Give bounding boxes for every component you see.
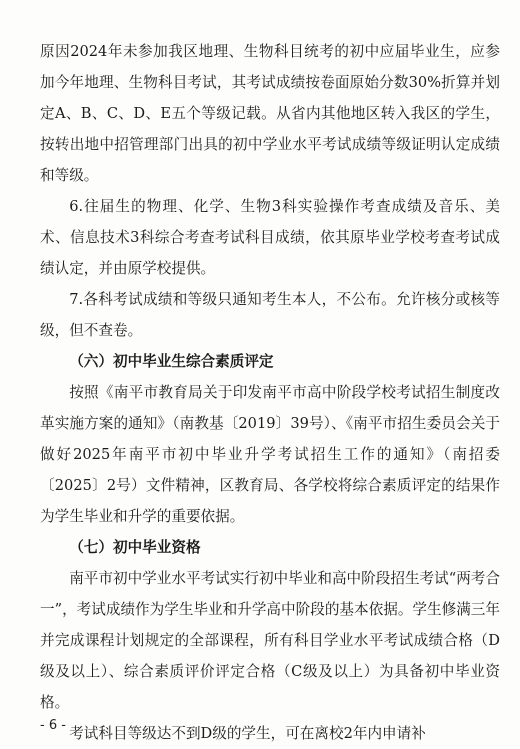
section-heading-6: （六）初中毕业生综合素质评定 xyxy=(69,353,274,370)
paragraph-graduation-qualification: 南平市初中学业水平考试实行初中毕业和高中阶段招生考试“两考合一”，考试成绩作为学生毕业和升学高中阶段的基本依据。学生修满三年并完成课程计划规定的全部课程，所有科目学业水平考试成绩合格（D级及以上）、综合素质评价评定合格（C级及以上）为具备初中毕业资格。 xyxy=(40,570,500,711)
document-body xyxy=(40,36,500,749)
page-number: - 6 - xyxy=(40,718,66,733)
section-heading-7: （七）初中毕业资格 xyxy=(69,539,201,556)
paragraph-quality-evaluation: 按照《南平市教育局关于印发南平市高中阶段学校考试招生制度改革实施方案的通知》（南教基〔2019〕39号）、《南平市招生委员会关于做好2025年南平市初中毕业升学考试招生工作的通知》（南招委〔2025〕2号）文件精神，区教育局、各学校将综合素质评定的结果作为学生毕业和升学的重要依据。 xyxy=(40,384,500,525)
paragraph-makeup-exam: 考试科目等级达不到D级的学生，可在离校2年内申请补 xyxy=(69,725,426,742)
paragraph-continuation: 原因2024年未参加我区地理、生物科目统考的初中应届毕业生，应参加今年地理、生物科目考试，其考试成绩按卷面原始分数30%折算并划定A、B、C、D、E五个等级记载。从省内其他地区转入我区的学生，按转出地中招管理部门出具的初中学业水平考试成绩等级证明认定成绩和等级。 xyxy=(40,43,500,184)
paragraph-item-7: 7.各科考试成绩和等级只通知考生本人，不公布。允许核分或核等级，但不查卷。 xyxy=(40,291,500,339)
paragraph-item-6: 6.往届生的物理、化学、生物3科实验操作考查成绩及音乐、美术、信息技术3科综合考查考试科目成绩，依其原毕业学校考查考试成绩认定，并由原学校提供。 xyxy=(40,198,500,277)
